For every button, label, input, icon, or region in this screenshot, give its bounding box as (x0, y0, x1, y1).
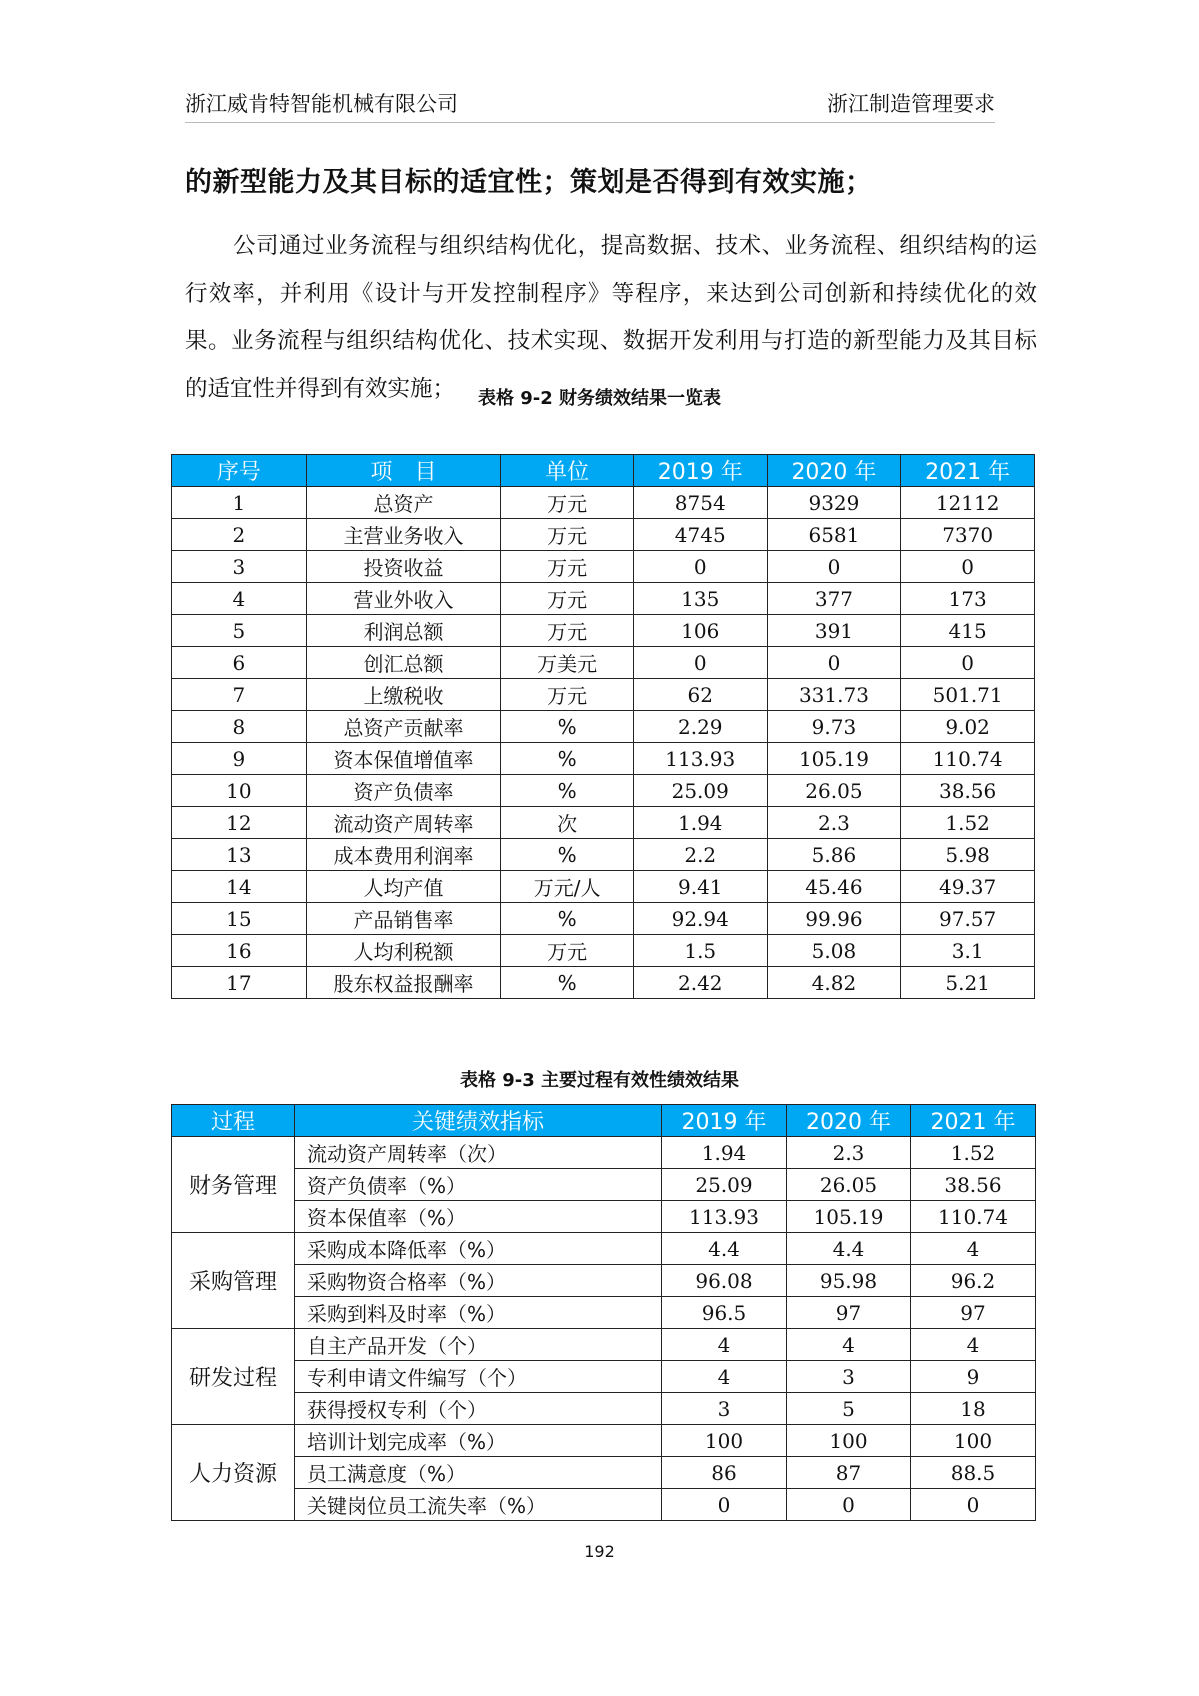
table-row (172, 551, 1035, 583)
table-header-row (172, 1105, 1036, 1137)
financial-performance-table (171, 454, 1035, 999)
row-unit: % (501, 743, 634, 775)
row-unit: 万元 (501, 935, 634, 967)
row-item: 主营业务收入 (306, 519, 501, 551)
value-2019: 135 (633, 583, 767, 615)
col-header-2021: 2021 年 (901, 455, 1035, 487)
value-2019: 4.4 (662, 1233, 787, 1265)
kpi-name: 资本保值率（%） (295, 1201, 662, 1233)
value-2021: 88.5 (911, 1457, 1036, 1489)
header-document-title: 浙江制造管理要求 (827, 92, 995, 116)
row-item: 总资产 (306, 487, 501, 519)
table-row (172, 743, 1035, 775)
col-header-2021: 2021 年 (911, 1105, 1036, 1137)
value-2021: 415 (901, 615, 1035, 647)
kpi-name: 员工满意度（%） (295, 1457, 662, 1489)
value-2021: 49.37 (901, 871, 1035, 903)
table-row (172, 1457, 1036, 1489)
row-unit: 万元 (501, 679, 634, 711)
row-item: 资本保值增值率 (306, 743, 501, 775)
kpi-name: 采购物资合格率（%） (295, 1265, 662, 1297)
row-index: 5 (172, 615, 307, 647)
value-2021: 501.71 (901, 679, 1035, 711)
row-index: 15 (172, 903, 307, 935)
table-row (172, 1329, 1036, 1361)
row-item: 人均利税额 (306, 935, 501, 967)
value-2019: 0 (633, 647, 767, 679)
value-2019: 9.41 (633, 871, 767, 903)
table-row (172, 903, 1035, 935)
kpi-name: 培训计划完成率（%） (295, 1425, 662, 1457)
value-2021: 38.56 (911, 1169, 1036, 1201)
row-unit: % (501, 903, 634, 935)
table-row (172, 807, 1035, 839)
kpi-name: 专利申请文件编写（个） (295, 1361, 662, 1393)
row-item: 人均产值 (306, 871, 501, 903)
value-2021: 97.57 (901, 903, 1035, 935)
col-header-item: 项 目 (306, 455, 501, 487)
table-row (172, 583, 1035, 615)
table-header-row (172, 455, 1035, 487)
table-row (172, 1393, 1036, 1425)
value-2021: 100 (911, 1425, 1036, 1457)
row-item: 总资产贡献率 (306, 711, 501, 743)
value-2020: 26.05 (787, 1169, 911, 1201)
value-2020: 4.82 (767, 967, 901, 999)
value-2020: 5 (787, 1393, 911, 1425)
value-2019: 2.2 (633, 839, 767, 871)
value-2021: 9.02 (901, 711, 1035, 743)
page-number: 192 (584, 1542, 615, 1561)
row-index: 13 (172, 839, 307, 871)
row-unit: % (501, 839, 634, 871)
row-item: 成本费用利润率 (306, 839, 501, 871)
table-row (172, 679, 1035, 711)
table3-caption: 表格 9-3 主要过程有效性绩效结果 (459, 1070, 740, 1091)
col-header-kpi: 关键绩效指标 (295, 1105, 662, 1137)
process-group-cell: 财务管理 (172, 1137, 295, 1233)
row-unit: 万美元 (501, 647, 634, 679)
value-2020: 9.73 (767, 711, 901, 743)
table-row (172, 1425, 1036, 1457)
value-2021: 38.56 (901, 775, 1035, 807)
value-2019: 96.5 (662, 1297, 787, 1329)
row-index: 10 (172, 775, 307, 807)
value-2021: 110.74 (901, 743, 1035, 775)
value-2020: 0 (767, 647, 901, 679)
kpi-name: 采购成本降低率（%） (295, 1233, 662, 1265)
table-row (172, 775, 1035, 807)
row-item: 创汇总额 (306, 647, 501, 679)
value-2021: 0 (901, 551, 1035, 583)
row-item: 流动资产周转率 (306, 807, 501, 839)
value-2020: 0 (787, 1489, 911, 1521)
value-2019: 2.42 (633, 967, 767, 999)
row-unit: 万元 (501, 551, 634, 583)
value-2020: 331.73 (767, 679, 901, 711)
value-2019: 3 (662, 1393, 787, 1425)
value-2020: 5.86 (767, 839, 901, 871)
table-row (172, 1169, 1036, 1201)
table-row (172, 839, 1035, 871)
row-index: 16 (172, 935, 307, 967)
header-company: 浙江威肯特智能机械有限公司 (185, 92, 458, 116)
value-2020: 105.19 (767, 743, 901, 775)
value-2019: 1.5 (633, 935, 767, 967)
table2-caption: 表格 9-2 财务绩效结果一览表 (477, 388, 722, 409)
value-2021: 5.98 (901, 839, 1035, 871)
row-unit: % (501, 711, 634, 743)
kpi-name: 采购到料及时率（%） (295, 1297, 662, 1329)
row-index: 4 (172, 583, 307, 615)
table-row (172, 967, 1035, 999)
value-2019: 4 (662, 1329, 787, 1361)
process-effectiveness-table (171, 1104, 1036, 1521)
col-header-2020: 2020 年 (767, 455, 901, 487)
kpi-name: 关键岗位员工流失率（%） (295, 1489, 662, 1521)
value-2021: 110.74 (911, 1201, 1036, 1233)
value-2020: 2.3 (767, 807, 901, 839)
value-2019: 0 (662, 1489, 787, 1521)
value-2019: 113.93 (662, 1201, 787, 1233)
value-2020: 105.19 (787, 1201, 911, 1233)
value-2020: 6581 (767, 519, 901, 551)
section-heading: 的新型能力及其目标的适宜性；策划是否得到有效实施； (185, 167, 873, 198)
table-row (172, 487, 1035, 519)
row-unit: 万元 (501, 487, 634, 519)
value-2019: 100 (662, 1425, 787, 1457)
table-row (172, 1201, 1036, 1233)
row-unit: 万元 (501, 583, 634, 615)
col-header-2019: 2019 年 (662, 1105, 787, 1137)
row-index: 3 (172, 551, 307, 583)
table-row (172, 1489, 1036, 1521)
kpi-name: 流动资产周转率（次） (295, 1137, 662, 1169)
value-2021: 5.21 (901, 967, 1035, 999)
row-index: 9 (172, 743, 307, 775)
page-header (185, 88, 995, 118)
row-item: 营业外收入 (306, 583, 501, 615)
value-2021: 4 (911, 1329, 1036, 1361)
value-2020: 391 (767, 615, 901, 647)
value-2021: 1.52 (901, 807, 1035, 839)
value-2021: 97 (911, 1297, 1036, 1329)
value-2020: 5.08 (767, 935, 901, 967)
value-2020: 4.4 (787, 1233, 911, 1265)
table-row (172, 935, 1035, 967)
value-2019: 4 (662, 1361, 787, 1393)
row-unit: % (501, 967, 634, 999)
value-2019: 62 (633, 679, 767, 711)
row-item: 投资收益 (306, 551, 501, 583)
value-2019: 2.29 (633, 711, 767, 743)
value-2021: 96.2 (911, 1265, 1036, 1297)
value-2019: 106 (633, 615, 767, 647)
row-item: 股东权益报酬率 (306, 967, 501, 999)
row-item: 资产负债率 (306, 775, 501, 807)
value-2019: 1.94 (662, 1137, 787, 1169)
kpi-name: 自主产品开发（个） (295, 1329, 662, 1361)
row-index: 17 (172, 967, 307, 999)
process-group-cell: 人力资源 (172, 1425, 295, 1521)
row-item: 利润总额 (306, 615, 501, 647)
value-2020: 2.3 (787, 1137, 911, 1169)
value-2019: 1.94 (633, 807, 767, 839)
value-2021: 12112 (901, 487, 1035, 519)
value-2020: 87 (787, 1457, 911, 1489)
process-group-cell: 研发过程 (172, 1329, 295, 1425)
value-2021: 4 (911, 1233, 1036, 1265)
value-2019: 86 (662, 1457, 787, 1489)
value-2021: 3.1 (901, 935, 1035, 967)
col-header-process: 过程 (172, 1105, 295, 1137)
process-group-cell: 采购管理 (172, 1233, 295, 1329)
value-2020: 3 (787, 1361, 911, 1393)
value-2021: 7370 (901, 519, 1035, 551)
row-index: 2 (172, 519, 307, 551)
table-row (172, 711, 1035, 743)
row-index: 8 (172, 711, 307, 743)
row-unit: 万元 (501, 615, 634, 647)
kpi-name: 获得授权专利（个） (295, 1393, 662, 1425)
value-2020: 26.05 (767, 775, 901, 807)
table-row (172, 1265, 1036, 1297)
value-2019: 113.93 (633, 743, 767, 775)
value-2021: 0 (901, 647, 1035, 679)
value-2021: 0 (911, 1489, 1036, 1521)
value-2021: 1.52 (911, 1137, 1036, 1169)
value-2019: 8754 (633, 487, 767, 519)
table-row (172, 647, 1035, 679)
header-rule (185, 122, 995, 123)
row-unit: 万元/人 (501, 871, 634, 903)
row-unit: % (501, 775, 634, 807)
value-2019: 92.94 (633, 903, 767, 935)
row-item: 产品销售率 (306, 903, 501, 935)
table-row (172, 1297, 1036, 1329)
row-index: 1 (172, 487, 307, 519)
value-2020: 97 (787, 1297, 911, 1329)
value-2021: 9 (911, 1361, 1036, 1393)
value-2020: 45.46 (767, 871, 901, 903)
col-header-2020: 2020 年 (787, 1105, 911, 1137)
value-2020: 95.98 (787, 1265, 911, 1297)
value-2020: 0 (767, 551, 901, 583)
table-row (172, 871, 1035, 903)
row-unit: 万元 (501, 519, 634, 551)
value-2021: 18 (911, 1393, 1036, 1425)
col-header-2019: 2019 年 (633, 455, 767, 487)
row-index: 14 (172, 871, 307, 903)
value-2019: 25.09 (633, 775, 767, 807)
table-row (172, 1137, 1036, 1169)
body-paragraph: 公司通过业务流程与组织结构优化，提高数据、技术、业务流程、组织结构的运行效率，并利用《设计与开发控制程序》等程序，来达到公司创新和持续优化的效果。业务流程与组织结构优化、技术实现、数据开发利用与打造的新型能力及其目标的适宜性并得到有效实施； (185, 233, 1037, 402)
table-row (172, 1361, 1036, 1393)
value-2019: 4745 (633, 519, 767, 551)
value-2019: 0 (633, 551, 767, 583)
value-2020: 4 (787, 1329, 911, 1361)
table-row (172, 615, 1035, 647)
col-header-unit: 单位 (501, 455, 634, 487)
value-2021: 173 (901, 583, 1035, 615)
row-index: 6 (172, 647, 307, 679)
value-2020: 100 (787, 1425, 911, 1457)
kpi-name: 资产负债率（%） (295, 1169, 662, 1201)
row-item: 上缴税收 (306, 679, 501, 711)
table-row (172, 1233, 1036, 1265)
table-row (172, 519, 1035, 551)
value-2020: 9329 (767, 487, 901, 519)
value-2020: 99.96 (767, 903, 901, 935)
col-header-index: 序号 (172, 455, 307, 487)
row-index: 12 (172, 807, 307, 839)
value-2019: 25.09 (662, 1169, 787, 1201)
value-2020: 377 (767, 583, 901, 615)
value-2019: 96.08 (662, 1265, 787, 1297)
row-index: 7 (172, 679, 307, 711)
row-unit: 次 (501, 807, 634, 839)
